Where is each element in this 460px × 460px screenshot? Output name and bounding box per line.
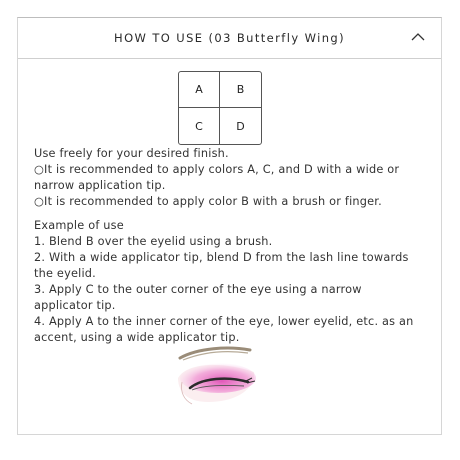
- recommendation-2: ○It is recommended to apply color B with a brush or finger.: [34, 195, 382, 208]
- accordion-header[interactable]: [18, 18, 441, 59]
- step-line: the eyelid.: [34, 267, 96, 280]
- palette-cell-d: D: [236, 119, 245, 133]
- accordion-title: HOW TO USE (03 Butterfly Wing): [114, 31, 345, 45]
- usage-text: [34, 146, 434, 346]
- palette-diagram: [178, 71, 262, 145]
- step-line: 2. With a wide applicator tip, blend D from the lash line towards: [34, 251, 409, 264]
- step-line: applicator tip.: [34, 299, 116, 312]
- recommendation-1: ○It is recommended to apply colors A, C, and D with a wide or: [34, 163, 400, 176]
- step-line: accent, using a wide applicator tip.: [34, 331, 240, 344]
- palette-cell-c: C: [179, 108, 220, 144]
- step-line: 4. Apply A to the inner corner of the eye, lower eyelid, etc. as an: [34, 315, 414, 328]
- intro-text: Use freely for your desired finish.: [34, 147, 229, 160]
- recommendation-1-cont: narrow application tip.: [34, 179, 166, 192]
- palette-cell-b: B: [220, 72, 261, 108]
- step-line: 1. Blend B over the eyelid using a brush.: [34, 235, 273, 248]
- palette-cell-a: A: [179, 72, 220, 108]
- eye-illustration: [158, 338, 268, 410]
- step-line: 3. Apply C to the outer corner of the eye using a narrow: [34, 283, 362, 296]
- chevron-up-icon[interactable]: [411, 32, 425, 42]
- example-heading: Example of use: [34, 219, 124, 232]
